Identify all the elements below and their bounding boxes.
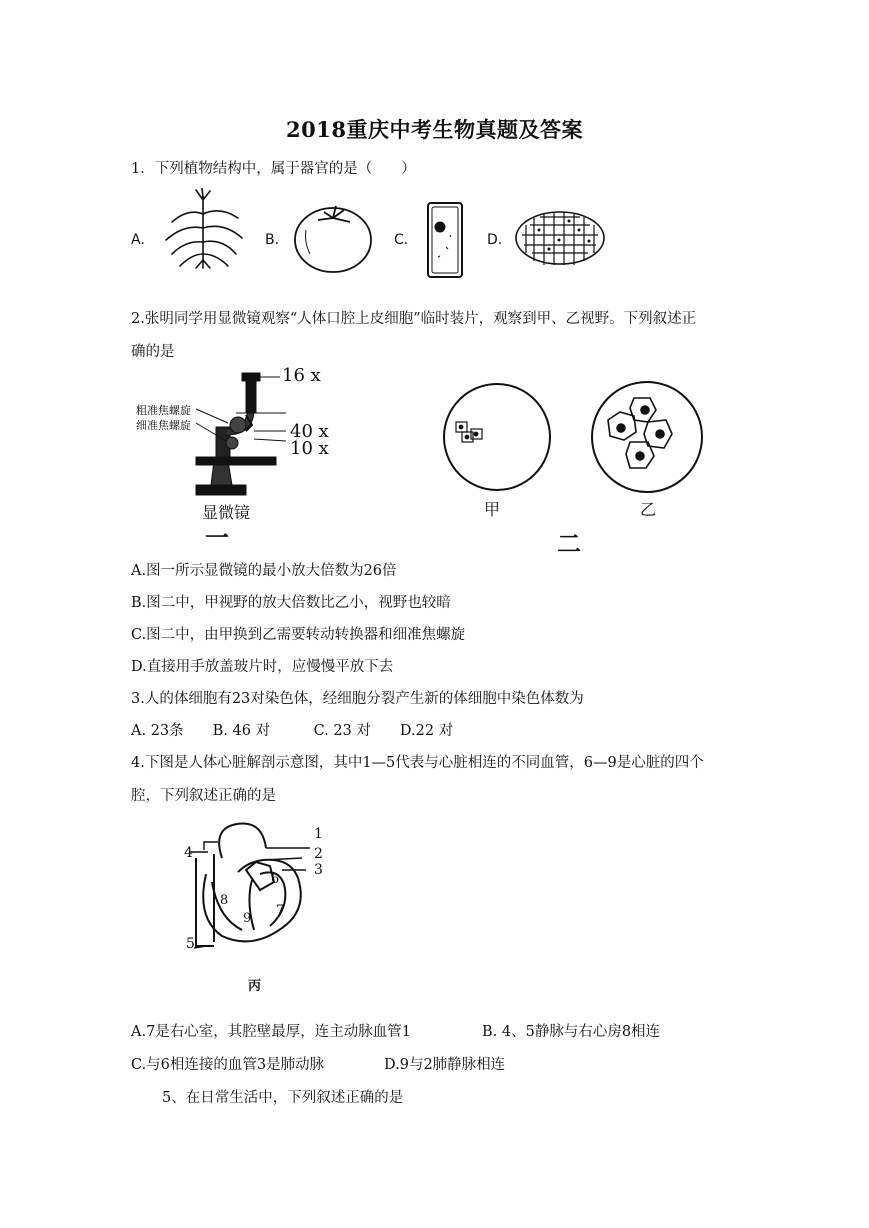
field-jia-label: 甲 — [484, 500, 501, 519]
q4-option-a: A.7是右心室，其腔壁最厚，连主动脉血管1 — [131, 1024, 412, 1040]
tomato-fruit-icon — [288, 200, 378, 275]
q2-option-b: B.图二中，甲视野的放大倍数比乙小，视野也较暗 — [131, 595, 451, 611]
q1-option-d-label: D. — [487, 232, 503, 248]
heart-label-8: 8 — [220, 893, 229, 908]
microscope-caption: 显微镜 — [202, 503, 251, 522]
heart-diagram — [182, 818, 332, 963]
q4-option-d: D.9与2肺静脉相连 — [384, 1057, 506, 1073]
heart-label-7: 7 — [276, 903, 285, 918]
q2-option-c: C.图二中，由甲换到乙需要转动转换器和细准焦螺旋 — [131, 627, 466, 643]
page-title: 2018重庆中考生物真题及答案 — [286, 117, 583, 142]
coarse-focus-label: 粗准焦螺旋 — [136, 404, 191, 417]
heart-label-6: 6 — [271, 872, 280, 887]
corn-plant-icon — [158, 188, 248, 270]
tissue-cells-icon — [510, 205, 610, 271]
heart-label-2: 2 — [314, 846, 323, 862]
field-of-view-figure — [440, 380, 740, 500]
heart-label-9: 9 — [243, 911, 252, 926]
question-1-stem: 1．下列植物结构中，属于器官的是（ ） — [131, 161, 416, 177]
q2-option-a: A.图一所示显微镜的最小放大倍数为26倍 — [131, 563, 397, 579]
plant-cell-icon — [420, 197, 470, 282]
q4-option-b: B. 4、5静脉与右心房8相连 — [482, 1024, 661, 1040]
objective-label-16x: 16 x — [282, 365, 321, 386]
objective-label-10x: 10 x — [290, 438, 329, 459]
objective-label-40x: 40 x — [290, 421, 329, 442]
figure-two-number: 二 — [557, 529, 581, 558]
question-4-stem-line2: 腔，下列叙述正确的是 — [131, 788, 276, 804]
figure-one-number: 一 — [205, 523, 229, 552]
question-2-stem-line2: 确的是 — [131, 344, 175, 360]
q1-option-c-label: C. — [394, 232, 409, 248]
q1-option-a-label: A. — [131, 232, 145, 248]
heart-label-5: 5 — [186, 936, 195, 952]
question-4-stem-line1: 4.下图是人体心脏解剖示意图，其中1—5代表与心脏相连的不同血管，6—9是心脏的四个 — [131, 755, 704, 771]
question-3-stem: 3.人的体细胞有23对染色体，经细胞分裂产生新的体细胞中染色体数为 — [131, 691, 584, 707]
heart-label-3: 3 — [314, 862, 323, 878]
question-2-stem-line1: 2.张明同学用显微镜观察“人体口腔上皮细胞”临时装片，观察到甲、乙视野。下列叙述正 — [131, 311, 697, 327]
heart-label-4: 4 — [184, 845, 193, 861]
heart-caption: 丙 — [248, 979, 262, 994]
field-yi-label: 乙 — [640, 500, 657, 519]
heart-label-1: 1 — [314, 826, 323, 842]
q1-option-b-label: B. — [265, 232, 280, 248]
question-5-stem: 5、在日常生活中，下列叙述正确的是 — [162, 1090, 404, 1106]
q4-option-c: C.与6相连接的血管3是肺动脉 — [131, 1057, 325, 1073]
fine-focus-label: 细准焦螺旋 — [136, 419, 191, 432]
q3-options: A. 23条 B. 46 对 C. 23 对 D.22 对 — [131, 723, 454, 739]
q2-option-d: D.直接用手放盖玻片时，应慢慢平放下去 — [131, 659, 394, 675]
